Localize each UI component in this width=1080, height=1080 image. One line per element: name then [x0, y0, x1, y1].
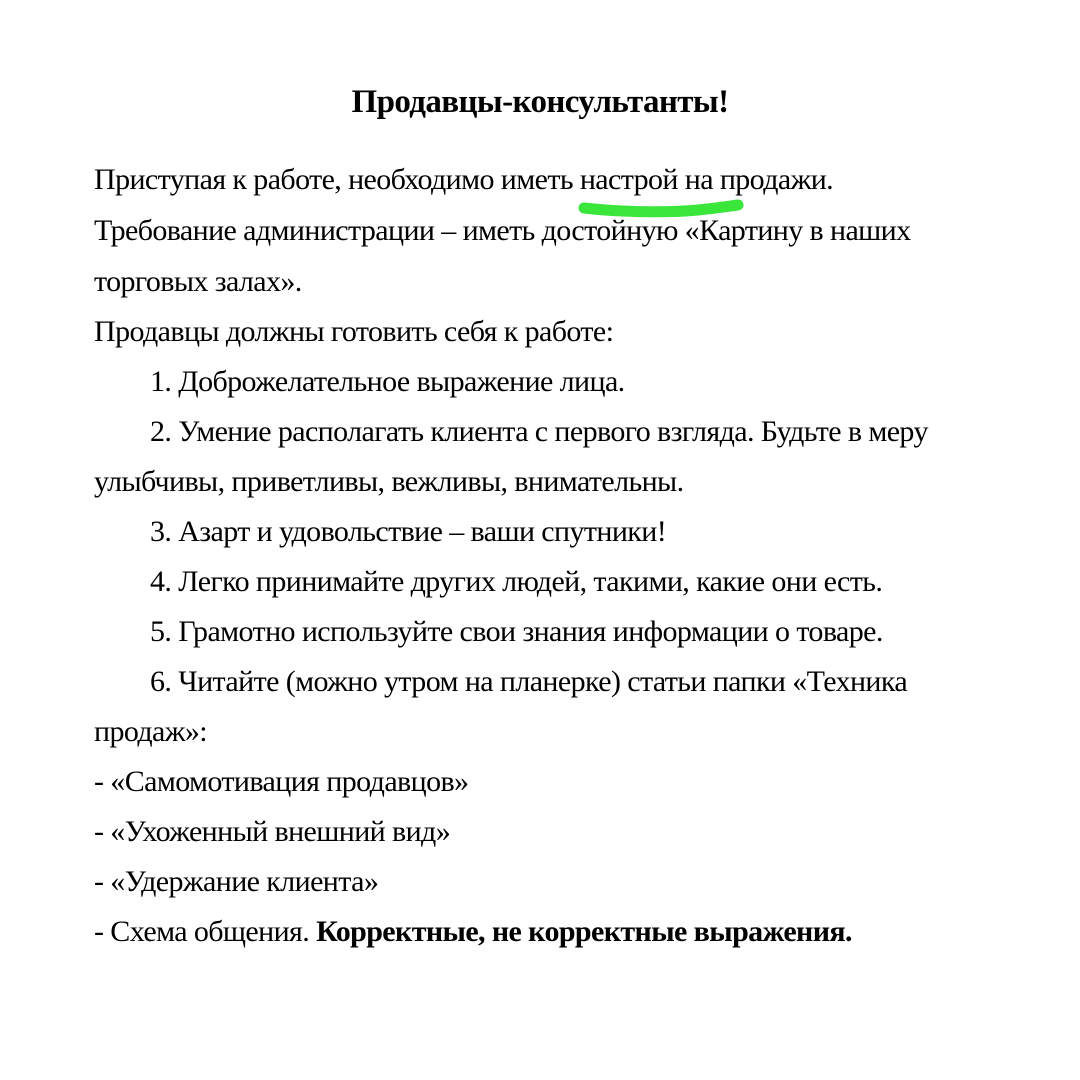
list-item: 5. Грамотно используйте свои знания информации о товаре. [150, 615, 883, 648]
paragraph-line: Продавцы должны готовить себя к работе: [94, 315, 614, 348]
dash-item-bold-text: Корректные, не корректные выражения. [316, 915, 852, 948]
dash-item: - «Ухоженный внешний вид» [94, 815, 451, 848]
dash-item: - «Удержание клиента» [94, 865, 379, 898]
list-item: 6. Читайте (можно утром на планерке) статьи папки «Техника [150, 665, 908, 698]
list-item-continuation: продаж»: [94, 715, 208, 748]
list-item: 4. Легко принимайте других людей, такими, какие они есть. [150, 565, 883, 598]
paragraph-line: Приступая к работе, необходимо иметь настрой на продажи. [94, 163, 834, 196]
list-item: 3. Азарт и удовольствие – ваши спутники! [150, 515, 667, 548]
document-title: Продавцы-консультанты! [351, 84, 729, 120]
dash-item [94, 912, 852, 952]
dash-item: - «Самомотивация продавцов» [94, 765, 469, 798]
paragraph-line: торговых залах». [94, 265, 302, 298]
list-item: 1. Доброжелательное выражение лица. [150, 365, 625, 398]
list-item-continuation: улыбчивы, приветливы, вежливы, внимательны. [94, 465, 684, 498]
dash-item-text: - Схема общения. [94, 915, 317, 948]
paragraph-line: Требование администрации – иметь достойную «Картину в наших [94, 214, 911, 247]
list-item: 2. Умение располагать клиента с первого взгляда. Будьте в меру [150, 415, 928, 448]
